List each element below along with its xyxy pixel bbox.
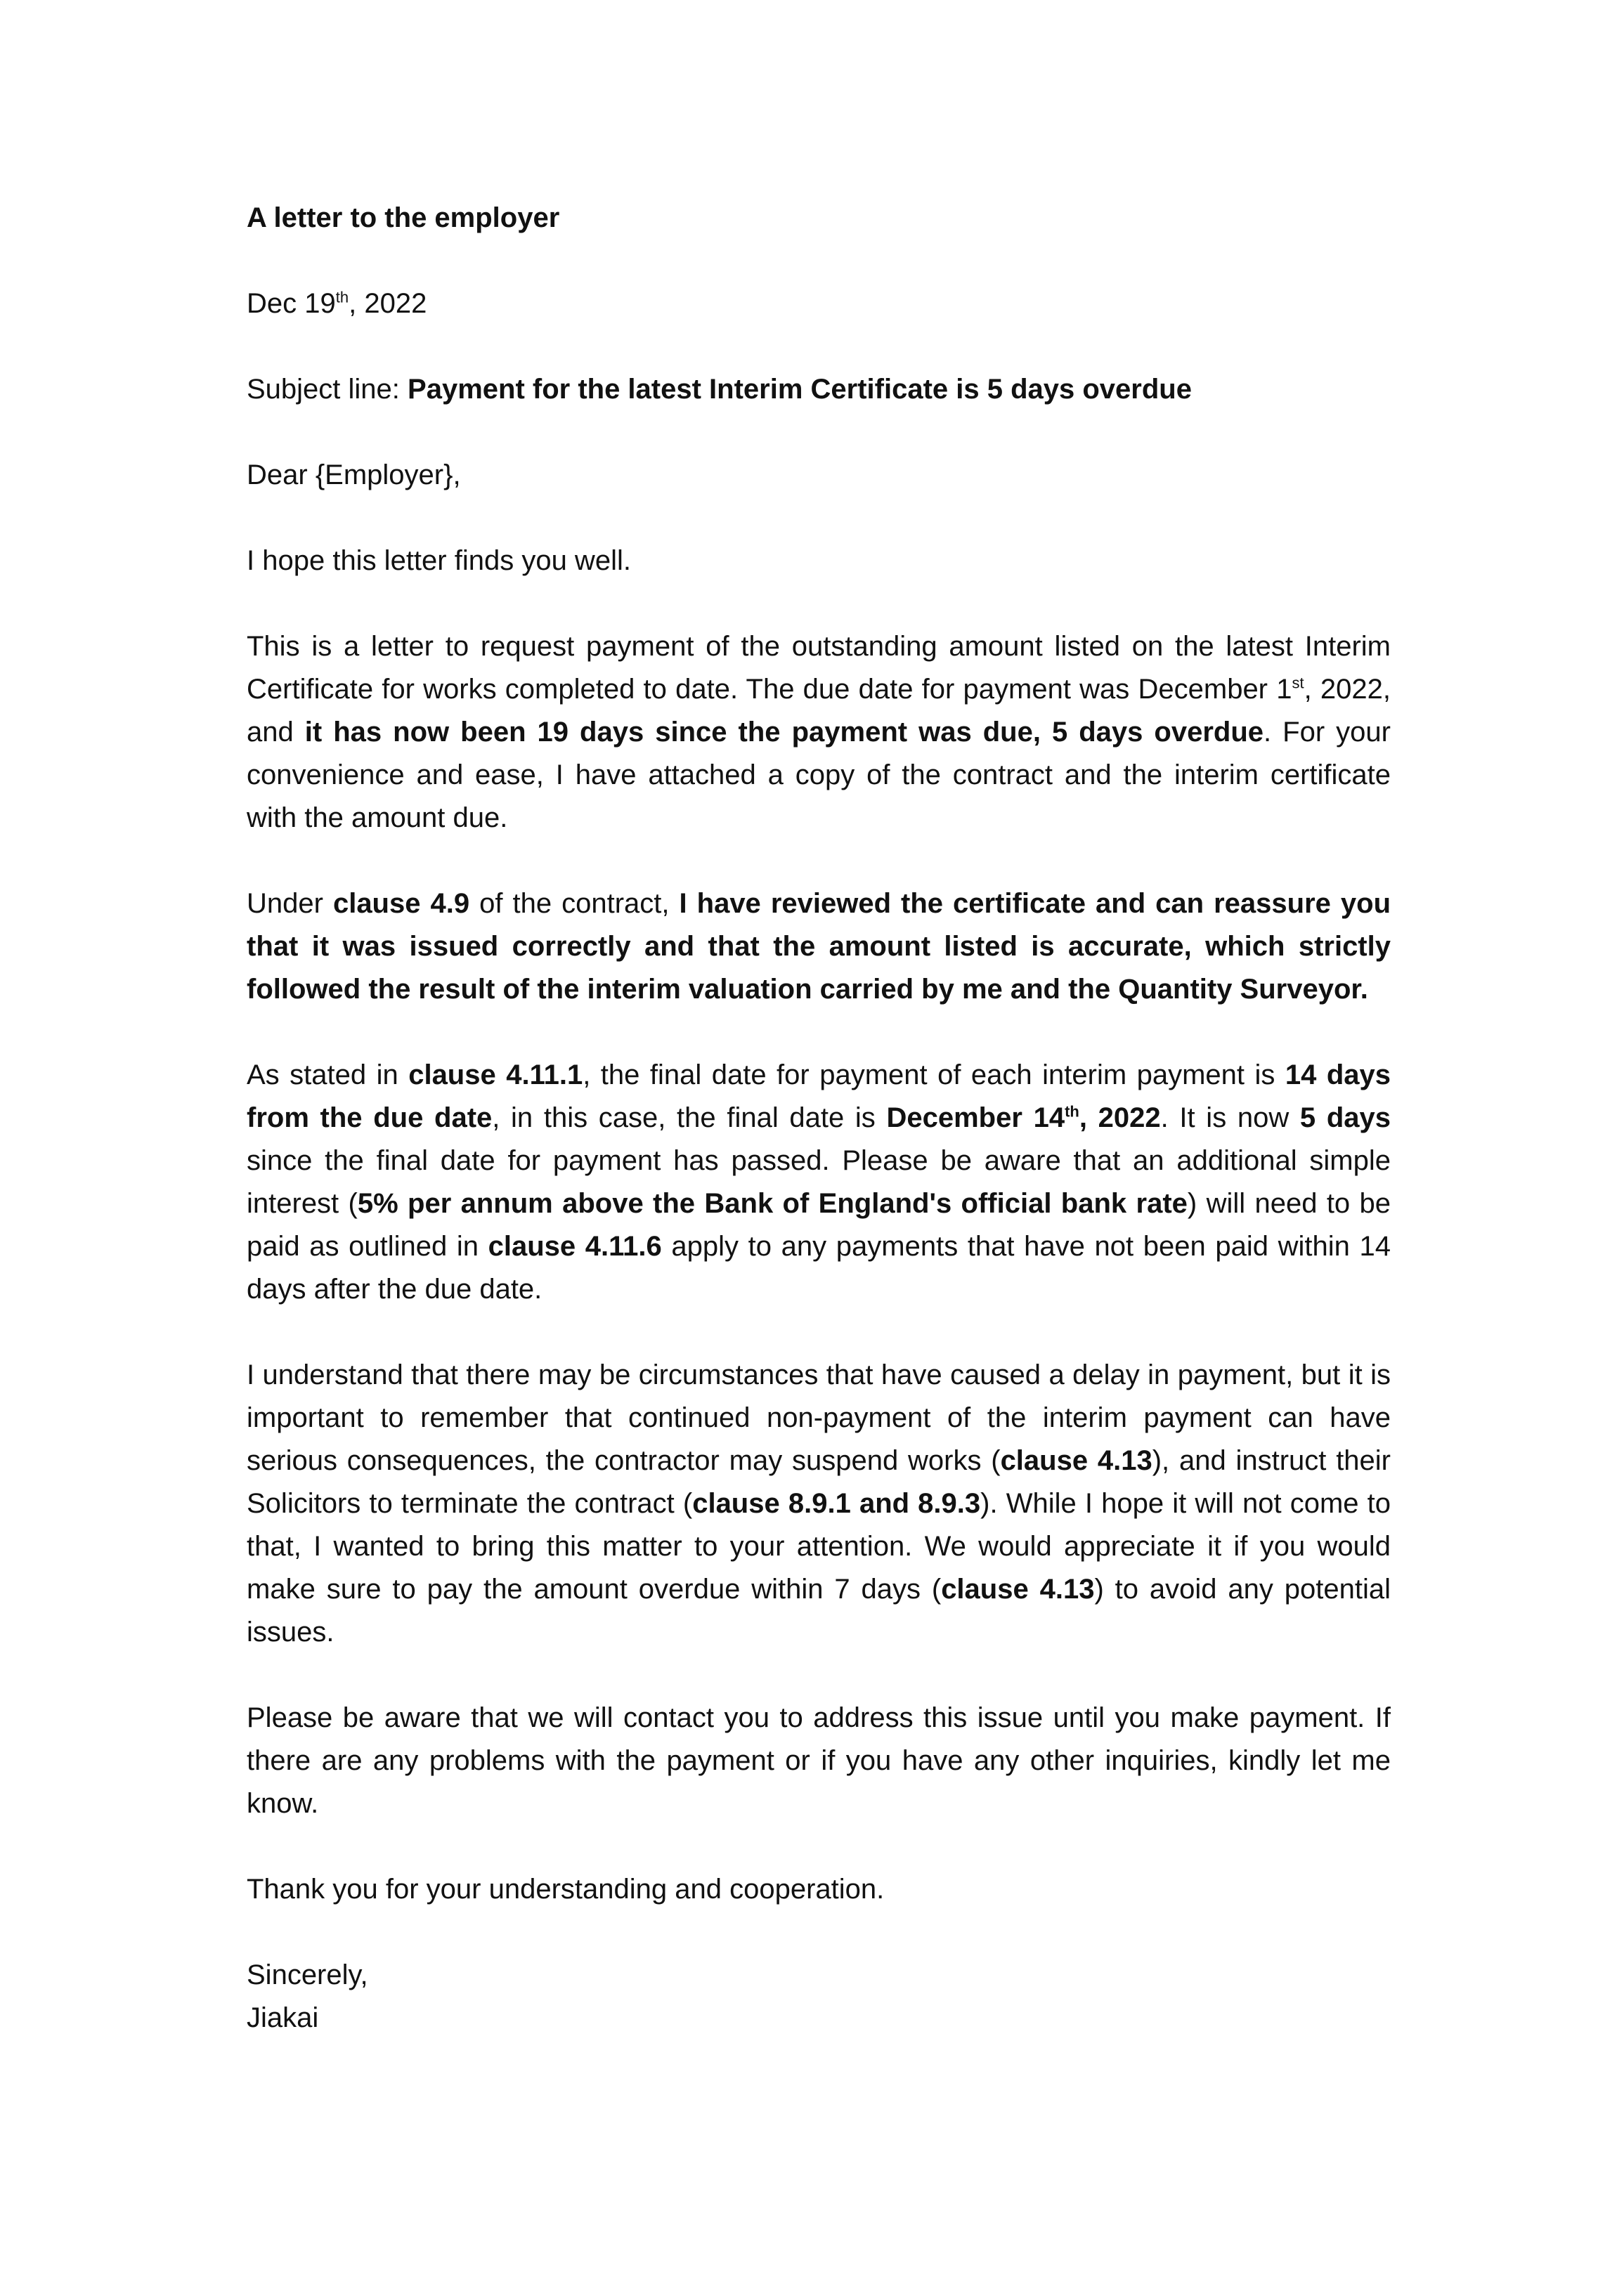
- bold-segment: clause 4.9: [332, 888, 470, 919]
- text-segment: since the final date for payment has passed. Please be aware that an additional simple interest (: [247, 1145, 1391, 1219]
- text-segment: , in this case, the final date is: [492, 1102, 887, 1133]
- bold-segment: 5% per annum above the Bank of England's official bank rate: [357, 1188, 1188, 1219]
- text-segment: ) to avoid any potential issues.: [247, 1574, 1391, 1648]
- text-segment: ), and instruct their Solicitors to terminate the contract (: [247, 1445, 1391, 1519]
- text-segment: I understand that there may be circumstances that have caused a delay in payment, but it is important to remember that continued non-payment of the interim payment can have serious consequences, the contractor may suspend works (: [247, 1359, 1391, 1476]
- signature-name: Jiakai: [247, 2002, 319, 2033]
- bold-segment: I have reviewed the certificate and can reassure you that it was issued correctly and that the amount listed is accurate, which strictly followed the result of the interim valuation carried by me and the Quantity Surveyor.: [247, 888, 1391, 1005]
- closing: [247, 1954, 1391, 2040]
- paragraph-contact: Please be aware that we will contact you to address this issue until you make payment. If there are any problems with the payment or if you have any other inquiries, kindly let me know.: [247, 1702, 1391, 1819]
- date-day-suffix: th: [335, 288, 349, 306]
- text-segment: ). While I hope it will not come to that, I wanted to bring this matter to your attention. We would appreciate it if you would make sure to pay the amount overdue within 7 days (: [247, 1488, 1391, 1605]
- date-month-day: Dec 19: [247, 288, 336, 319]
- text-segment: , 2022, and: [247, 674, 1391, 748]
- bold-segment: December 14: [886, 1102, 1065, 1133]
- bold-segment: clause 8.9.1 and 8.9.3: [692, 1488, 981, 1519]
- bold-segment: clause 4.11.6: [488, 1231, 662, 1262]
- bold-segment: , 2022: [1079, 1102, 1161, 1133]
- text-segment: . For your convenience and ease, I have attached a copy of the contract and the interim certificate with the amount due.: [247, 717, 1391, 833]
- text-segment: of the contract,: [469, 888, 680, 919]
- bold-segment: 14 days from the due date: [247, 1059, 1391, 1133]
- bold-segment: it has now been 19 days since the payment was due, 5 days overdue: [304, 717, 1264, 748]
- letter-body: [247, 197, 1391, 2040]
- ordinal-suffix: st: [1292, 674, 1304, 692]
- bold-segment: 5 days: [1299, 1102, 1391, 1133]
- subject-label: Subject line:: [247, 374, 408, 405]
- opening-line: I hope this letter finds you well.: [247, 545, 631, 576]
- paragraph-final-date: [247, 1054, 1391, 1311]
- text-segment: . It is now: [1160, 1102, 1300, 1133]
- subject-line: [247, 368, 1391, 411]
- text-segment: This is a letter to request payment of the outstanding amount listed on the latest Interim Certificate for works completed to date. The due date for payment was December 1: [247, 631, 1391, 705]
- signoff: Sincerely,: [247, 1959, 368, 1990]
- text-segment: ) will need to be paid as outlined in: [247, 1188, 1391, 1262]
- text-segment: As stated in: [247, 1059, 409, 1090]
- ordinal-suffix: th: [1065, 1102, 1079, 1121]
- bold-segment: clause 4.11.1: [408, 1059, 583, 1090]
- bold-segment: clause 4.13: [1000, 1445, 1152, 1476]
- date-year: , 2022: [349, 288, 427, 319]
- thanks-line: Thank you for your understanding and cooperation.: [247, 1874, 885, 1905]
- subject-text: Payment for the latest Interim Certificate is 5 days overdue: [408, 374, 1192, 405]
- letter-heading: A letter to the employer: [247, 202, 560, 233]
- paragraph-clause-4-9: [247, 882, 1391, 1011]
- paragraph-consequences: [247, 1354, 1391, 1654]
- text-segment: apply to any payments that have not been paid within 14 days after the due date.: [247, 1231, 1391, 1305]
- letter-date: [247, 282, 1391, 325]
- text-segment: Under: [247, 888, 333, 919]
- paragraph-payment-request: [247, 625, 1391, 840]
- text-segment: , the final date for payment of each interim payment is: [583, 1059, 1285, 1090]
- bold-segment: clause 4.13: [941, 1574, 1095, 1605]
- salutation: Dear {Employer},: [247, 459, 461, 490]
